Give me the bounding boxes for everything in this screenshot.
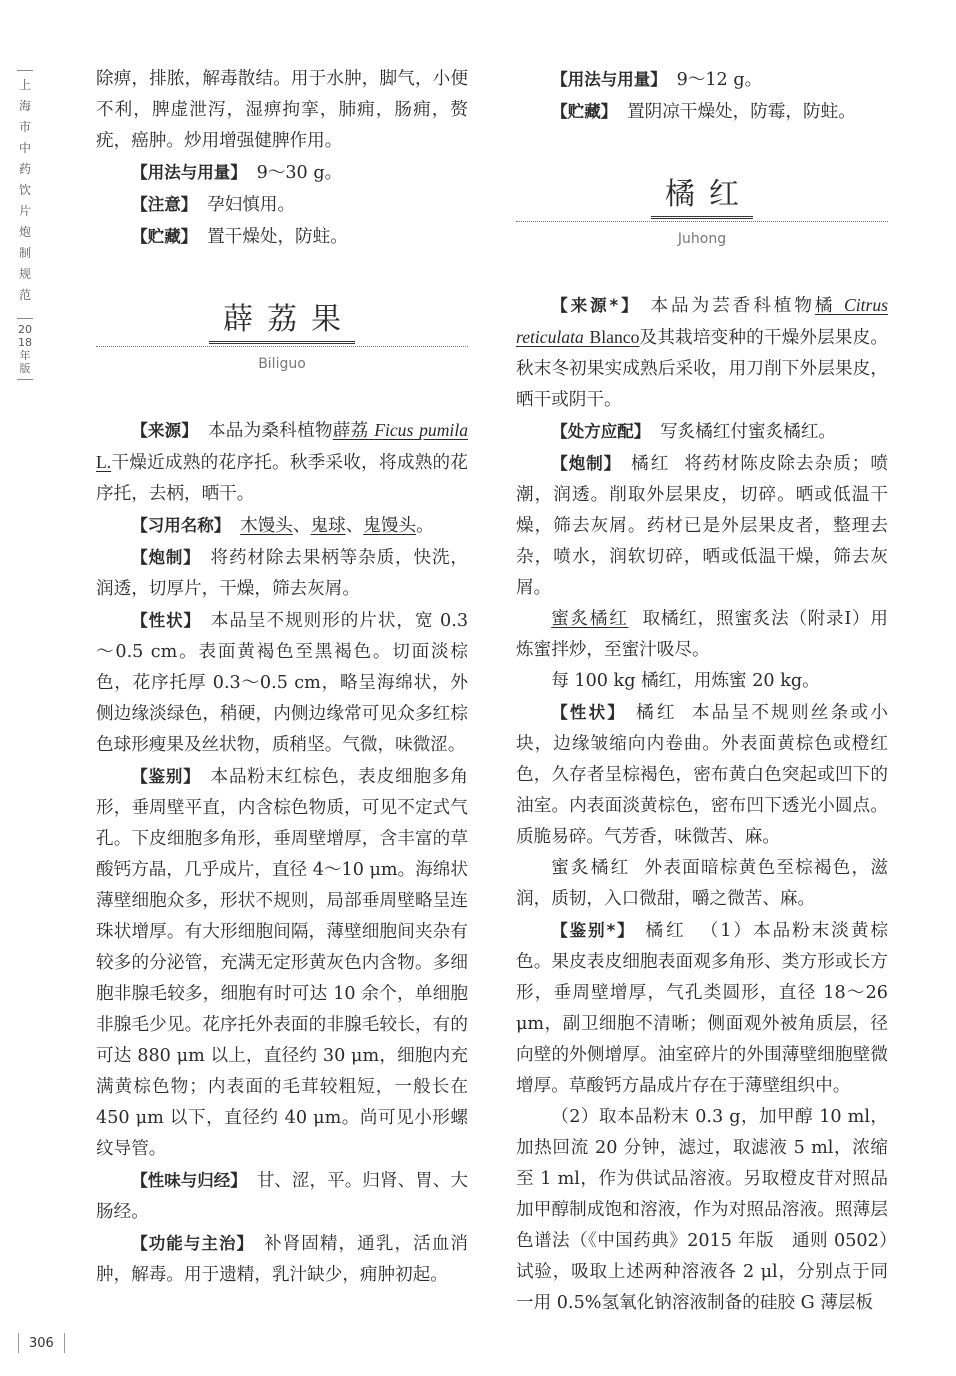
source-text-pre: 本品为芸香科植物: [650, 296, 815, 316]
function-paragraph: [96, 1228, 468, 1291]
storage-paragraph: [516, 96, 888, 128]
intro-paragraph: 除痹，排脓，解毒散结。用于水肿，脚气，小便不利，脾虚泄泻，湿痹拘挛，肺痈，肠痈，赘疣，癌肿。炒用增强健脾作用。: [96, 69, 468, 151]
left-column: [96, 64, 468, 1291]
usage-paragraph: [516, 64, 888, 96]
identification-subheading: 橘红: [645, 921, 687, 941]
usage-label: 【用法与用量】: [131, 163, 247, 182]
right-column: [516, 64, 888, 1319]
usage-text: 9～12 g。: [676, 70, 763, 90]
source-text-pre: 本品为桑科植物: [207, 421, 333, 441]
properties-subheading: 橘红: [636, 703, 678, 723]
identification-text-1: （1）本品粉末淡黄棕色。果皮表皮细胞表面观多角形、类方形或长方形，垂周壁增厚，气孔类圆形，直径 18～26 μm，副卫细胞不清晰；侧面观外被角质层，径向壁的外侧增厚。油室碎片的外围薄壁细胞壁微增厚。草酸钙方晶成片存在于薄壁组织中。: [516, 921, 888, 1096]
side-running-head: [14, 66, 36, 384]
alias-3: 鬼馒头: [363, 516, 417, 536]
heading-pinyin: Juhong: [677, 231, 727, 247]
prescription-label: 【处方应配】: [551, 422, 651, 441]
alias-2: 鬼球: [310, 516, 346, 536]
genus-name: Ficus: [374, 420, 414, 440]
process-paragraph: [516, 448, 888, 604]
honey-properties-text: 外表面暗棕黄色至棕褐色，滋润，质韧，入口微甜，嚼之微苦、麻。: [516, 858, 888, 909]
honey-properties-subheading: 蜜炙橘红: [551, 858, 631, 878]
properties-label: 【性状】: [551, 703, 627, 722]
process-label: 【炮制】: [551, 454, 622, 473]
properties-paragraph: [516, 697, 888, 853]
process-text: 将药材除去果柄等杂质，快洗，润透，切厚片，干燥，筛去灰屑。: [96, 548, 468, 599]
source-paragraph: [96, 415, 468, 510]
taste-paragraph: [96, 1165, 468, 1228]
caution-text: 孕妇慎用。: [207, 195, 296, 215]
species-name: reticulata: [516, 327, 584, 347]
honey-process-text: 取橘红，照蜜炙法（附录Ⅰ）用炼蜜拌炒，至蜜汁吸尽。: [516, 609, 888, 660]
page-footer: [18, 1330, 75, 1356]
alias-paragraph: [96, 510, 468, 542]
plant-chinese-name: 薜荔: [332, 421, 369, 441]
storage-text: 置干燥处，防蛀。: [207, 227, 348, 247]
footer-rule-right: [64, 1333, 65, 1353]
caution-label: 【注意】: [131, 195, 198, 214]
heading-dotted-rule: [96, 346, 468, 347]
identification-paragraph-2: （2）取本品粉末 0.3 g，加甲醇 10 ml，加热回流 20 分钟，滤过，取滤液 5 ml，浓缩至 1 ml，作为供试品溶液。另取橙皮苷对照品加甲醇制成饱和溶液，作为对照品溶液。照薄层色谱法（《中国药典》2015 年版 通则 0502）试验，吸取上述两种溶液各 2 μl，分别点于同一用 0.5%氢氧化钠溶液制备的硅胶 G 薄层板: [516, 1107, 888, 1313]
heading-pinyin: Biliguo: [258, 356, 306, 372]
usage-label: 【用法与用量】: [551, 70, 667, 89]
page-number: 306: [29, 1335, 54, 1351]
alias-end: 。: [416, 516, 434, 536]
footer-rule-left: [18, 1333, 19, 1353]
storage-label: 【贮藏】: [551, 102, 618, 121]
storage-label: 【贮藏】: [131, 227, 198, 246]
source-paragraph: [516, 290, 888, 416]
usage-text: 9～30 g。: [256, 163, 343, 183]
heading-title: 薜荔果: [209, 301, 355, 344]
identification-text: 本品粉末红棕色，表皮细胞多角形，垂周壁平直，内含棕色物质，可见不定式气孔。下皮细胞多角形，垂周壁增厚，含丰富的草酸钙方晶，几乎成片，直径 4～10 μm。海绵状薄壁细胞众多，形状不规则，局部垂周壁略呈连珠状增厚。有大形细胞间隔，薄壁细胞间夹杂有较多的分泌管，充满无定形黄灰色内含物。多细胞非腺毛较多，细胞有时可达 10 余个，单细胞非腺毛少见。花序托外表面的非腺毛较长，有的可达 880 μm 以上，直径约 30 μm，细胞内充满黄棕色物；内表面的毛茸较粗短，一般长在 450 μm 以下，直径约 40 μm。尚可见小形螺纹导管。: [96, 767, 468, 1159]
monograph-heading-biliguo: [96, 301, 468, 375]
heading-dotted-rule: [516, 221, 888, 222]
heading-title: 橘红: [651, 176, 753, 219]
ratio-paragraph: 每 100 kg 橘红，用炼蜜 20 kg。: [551, 671, 820, 691]
taste-label: 【性味与归经】: [131, 1171, 247, 1190]
honey-process-paragraph: [516, 604, 888, 666]
source-text-post: 及其栽培变种的干燥外层果皮。秋末冬初果实成熟后采收，用刀削下外层果皮，晒干或阴干。: [516, 328, 888, 410]
author-name: L.: [96, 452, 112, 472]
alias-1: 木馒头: [240, 516, 293, 536]
alias-label: 【习用名称】: [131, 516, 231, 535]
source-text-post: 干燥近成熟的花序托。秋季采收，将成熟的花序托，去柄，晒干。: [96, 453, 468, 504]
properties-paragraph: [96, 605, 468, 761]
genus-name: Citrus: [843, 295, 888, 315]
process-text: 将药材陈皮除去杂质；喷潮，润透。削取外层果皮，切碎。晒或低温干燥，筛去灰屑。药材已是外层果皮者，整理去杂，喷水，润软切碎，晒或低温干燥，筛去灰屑。: [516, 454, 888, 598]
process-subheading: 橘红: [631, 454, 671, 474]
source-label: 【来源*】: [551, 296, 641, 315]
function-label: 【功能与主治】: [131, 1234, 255, 1253]
identification-label: 【鉴别】: [131, 767, 201, 786]
alias-separator: 、: [345, 516, 364, 536]
honey-properties-paragraph: [516, 853, 888, 915]
storage-paragraph: [96, 221, 468, 253]
process-paragraph: [96, 542, 468, 605]
identification-paragraph: [96, 761, 468, 1165]
taste-text: 甘、涩，平。归肾、胃、大肠经。: [96, 1171, 468, 1222]
function-text: 补肾固精，通乳，活血消肿，解毒。用于遗精，乳汁缺少，痈肿初起。: [96, 1234, 469, 1285]
process-label: 【炮制】: [131, 548, 201, 567]
plant-chinese-name: 橘: [814, 296, 836, 316]
prescription-paragraph: [516, 416, 888, 448]
honey-subheading: 蜜炙橘红: [551, 609, 629, 629]
caution-paragraph: [96, 189, 468, 221]
properties-text: 本品呈不规则形的片状，宽 0.3～0.5 cm。表面黄褐色至黑褐色。切面淡棕色，花序托厚 0.3～0.5 cm，略呈海绵状，外侧边缘淡绿色，稍硬，内侧边缘常可见众多红棕色球形瘦果及丝状物，质稍坚。气微，味微涩。: [96, 611, 469, 755]
side-rule-top: [17, 70, 33, 71]
storage-text: 置阴凉干燥处，防霉，防蛀。: [627, 102, 856, 122]
usage-paragraph: [96, 157, 468, 189]
identification-label: 【鉴别*】: [551, 921, 636, 940]
side-book-title: 上海市中药饮片炮制规范: [18, 78, 31, 302]
species-name: pumila: [419, 420, 468, 440]
side-rule-bottom: [17, 379, 33, 380]
monograph-heading-juhong: [516, 176, 888, 250]
alias-separator: 、: [292, 516, 311, 536]
prescription-text: 写炙橘红付蜜炙橘红。: [660, 422, 837, 442]
side-rule-mid: [17, 318, 33, 319]
source-label: 【来源】: [131, 421, 199, 440]
side-edition-year: 2018年版: [18, 323, 32, 375]
identification-paragraph: [516, 915, 888, 1102]
properties-label: 【性状】: [131, 611, 202, 630]
author-name: Blanco: [589, 327, 640, 347]
properties-text: 本品呈不规则丝条或小块，边缘皱缩向内卷曲。外表面黄棕色或橙红色，久存者呈棕褐色，密布黄白色突起或凹下的油室。内表面淡黄棕色，密布凹下透光小圆点。质脆易碎。气芳香，味微苦、麻。: [516, 703, 888, 847]
